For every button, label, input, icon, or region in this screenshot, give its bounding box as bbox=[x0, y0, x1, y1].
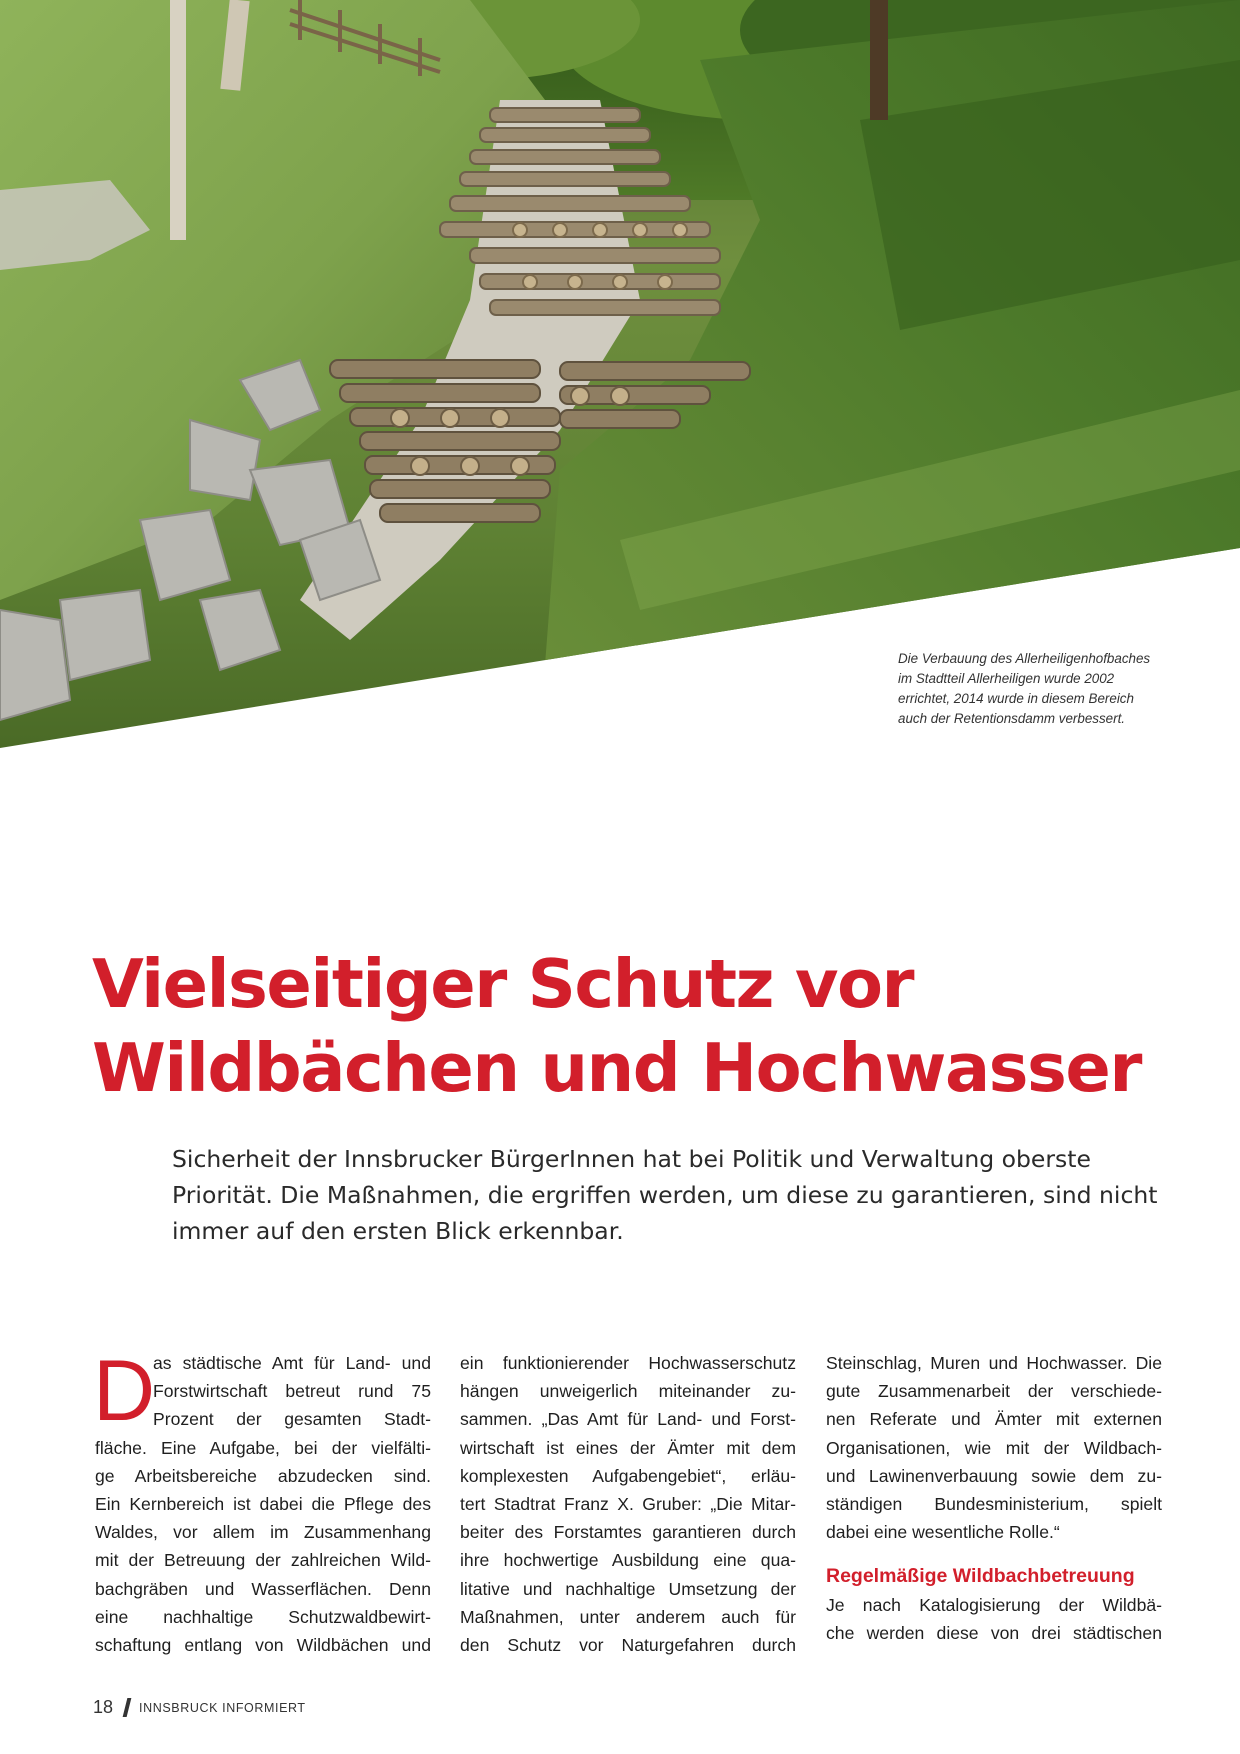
body-line: Waldes, vor allem im Zusammenhang bbox=[95, 1522, 431, 1543]
lead-line: Sicherheit der Innsbrucker BürgerInnen hat bei Politik und Verwaltung oberste bbox=[172, 1145, 1091, 1173]
body-line: litative und nachhaltige Umsetzung der bbox=[460, 1578, 796, 1599]
body-line: hängen unweigerlich miteinander zu- bbox=[460, 1381, 796, 1402]
body-line: den Schutz vor Naturgefahren durch bbox=[460, 1634, 796, 1655]
article-column-2 bbox=[460, 1349, 796, 1659]
body-line: sammen. „Das Amt für Land- und Forst- bbox=[460, 1409, 796, 1430]
body-line: tert Stadtrat Franz X. Gruber: „Die Mitar- bbox=[460, 1493, 796, 1514]
header-photo bbox=[0, 0, 1240, 750]
caption-line: errichtet, 2014 wurde in diesem Bereich bbox=[898, 691, 1134, 706]
body-line: fläche. Eine Aufgabe, bei der vielfälti- bbox=[95, 1437, 431, 1458]
body-line: und Lawinenverbauung sowie dem zu- bbox=[826, 1465, 1162, 1486]
article-column-3 bbox=[826, 1349, 1162, 1647]
slash-divider bbox=[123, 1698, 132, 1717]
photo-caption bbox=[898, 649, 1198, 729]
drop-cap: D bbox=[93, 1343, 156, 1439]
body-line: dabei eine wesentliche Rolle.“ bbox=[826, 1522, 1060, 1543]
caption-line: auch der Retentionsdamm verbessert. bbox=[898, 711, 1126, 726]
lead-line: immer auf den ersten Blick erkennbar. bbox=[172, 1217, 624, 1245]
publication-name: INNSBRUCK INFORMIERT bbox=[139, 1700, 306, 1715]
body-line: bachgräben und Wasserflächen. Denn bbox=[95, 1578, 431, 1599]
body-line: Forstwirtschaft betreut rund 75 bbox=[153, 1381, 431, 1402]
caption-line: Die Verbauung des Allerheiligenhofbaches bbox=[898, 651, 1151, 666]
body-line: Organisationen, wie mit der Wildbach- bbox=[826, 1437, 1162, 1458]
article-lead bbox=[172, 1141, 1158, 1249]
body-line: che werden diese von drei städtischen bbox=[826, 1622, 1162, 1643]
body-line: as städtische Amt für Land- und bbox=[153, 1353, 431, 1373]
body-line: gute Zusammenarbeit der verschiede- bbox=[826, 1381, 1162, 1402]
body-line: ge Arbeitsbereiche abzudecken sind. bbox=[95, 1465, 431, 1486]
headline-line: Vielseitiger Schutz vor bbox=[92, 945, 914, 1023]
body-line: ein funktionierender Hochwasserschutz bbox=[460, 1353, 796, 1373]
body-line: Maßnahmen, unter anderem auch für bbox=[460, 1606, 796, 1627]
body-line: ständigen Bundesministerium, spielt bbox=[826, 1493, 1162, 1514]
section-subheading: Regelmäßige Wildbachbetreuung bbox=[826, 1565, 1135, 1588]
body-line: eine nachhaltige Schutzwaldbewirt- bbox=[95, 1606, 431, 1627]
body-line: beiter des Forstamtes garantieren durch bbox=[460, 1522, 796, 1543]
caption-line: im Stadtteil Allerheiligen wurde 2002 bbox=[898, 671, 1115, 686]
body-line: komplexesten Aufgabengebiet“, erläu- bbox=[460, 1465, 796, 1486]
body-line: nen Referate und Ämter mit externen bbox=[826, 1409, 1162, 1430]
body-line: Prozent der gesamten Stadt- bbox=[153, 1409, 431, 1430]
body-line: ihre hochwertige Ausbildung eine qua- bbox=[460, 1550, 796, 1571]
lead-line: Priorität. Die Maßnahmen, die ergriffen werden, um diese zu garantieren, sind nicht bbox=[172, 1181, 1158, 1209]
body-line: Steinschlag, Muren und Hochwasser. Die bbox=[826, 1353, 1162, 1373]
body-line: wirtschaft ist eines der Ämter mit dem bbox=[460, 1437, 796, 1458]
headline-line: Wildbächen und Hochwasser bbox=[92, 1029, 1141, 1107]
body-line: schaftung entlang von Wildbächen und bbox=[95, 1634, 431, 1655]
page-footer bbox=[93, 1697, 306, 1718]
body-line: Je nach Katalogisierung der Wildbä- bbox=[826, 1594, 1162, 1615]
body-line: mit der Betreuung der zahlreichen Wild- bbox=[95, 1550, 431, 1571]
article-column-1 bbox=[93, 1343, 431, 1659]
body-line: Ein Kernbereich ist dabei die Pflege des bbox=[95, 1493, 431, 1514]
article-headline bbox=[92, 942, 1172, 1110]
page-number: 18 bbox=[93, 1697, 114, 1717]
torrent-barrier-photo bbox=[0, 0, 1240, 750]
